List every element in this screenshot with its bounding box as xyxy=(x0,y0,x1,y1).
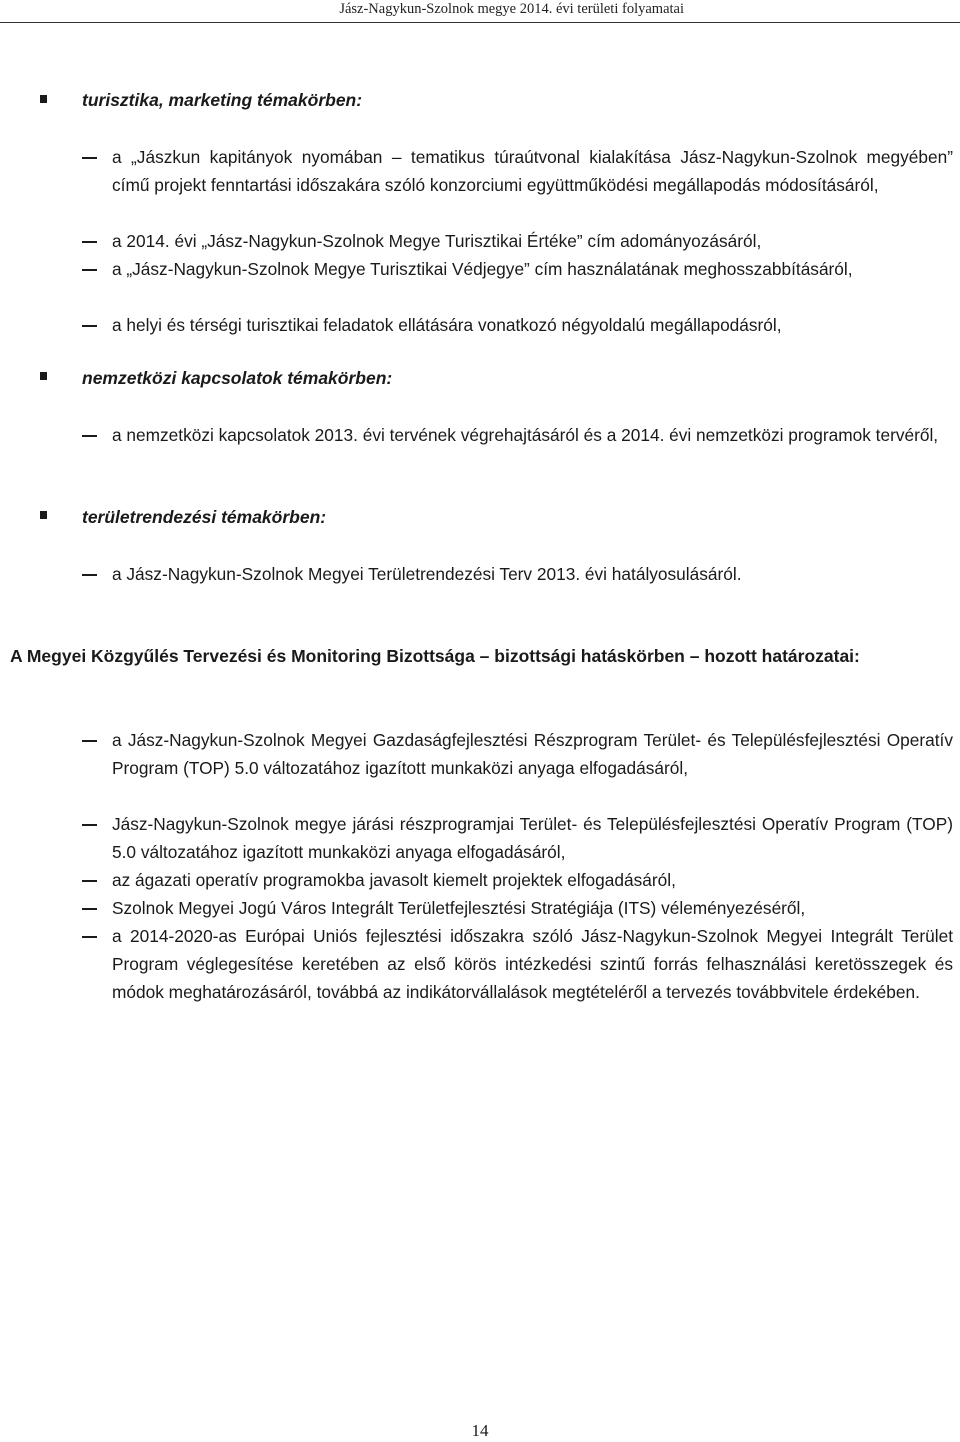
dash-bullet-icon xyxy=(82,936,97,938)
dash-bullet-icon xyxy=(82,880,97,882)
square-bullet-icon xyxy=(40,95,47,103)
list-item: a Jász-Nagykun-Szolnok Megyei Területrendezési Terv 2013. évi hatályosulásáról. xyxy=(112,564,742,584)
list-item: a Jász-Nagykun-Szolnok Megyei Gazdaságfejlesztési Részprogram Terület- és Településfejlesztési Operatív Program (TOP) 5.0 változatához igazított munkaközi anyaga elfogadásáról, xyxy=(112,730,953,778)
committee-heading: A Megyei Közgyűlés Tervezési és Monitoring Bizottsága – bizottsági hatáskörben – hozott határozatai: xyxy=(10,646,860,666)
page-number: 14 xyxy=(471,1421,489,1440)
topic-heading-tourism: turisztika, marketing témakörben: xyxy=(82,90,363,110)
dash-bullet-icon xyxy=(82,435,97,437)
list-item: Szolnok Megyei Jogú Város Integrált Területfejlesztési Stratégiája (ITS) véleményezéséről, xyxy=(112,898,806,918)
dash-bullet-icon xyxy=(82,908,97,910)
dash-bullet-icon xyxy=(82,325,97,327)
running-title: Jász-Nagykun-Szolnok megye 2014. évi területi folyamatai xyxy=(339,1,684,17)
list-item: a 2014. évi „Jász-Nagykun-Szolnok Megye Turisztikai Értéke” cím adományozásáról, xyxy=(112,231,762,251)
list-item: az ágazati operatív programokba javasolt kiemelt projektek elfogadásáról, xyxy=(112,870,676,890)
list-item: a nemzetközi kapcsolatok 2013. évi tervének végrehajtásáról és a 2014. évi nemzetközi programok tervéről, xyxy=(112,425,939,445)
dash-bullet-icon xyxy=(82,824,97,826)
square-bullet-icon xyxy=(40,372,47,380)
dash-bullet-icon xyxy=(82,269,97,271)
list-item: a „Jászkun kapitányok nyomában – tematikus túraútvonal kialakítása Jász-Nagykun-Szolnok megyében” című projekt fenntartási időszakára szóló konzorciumi együttműködési megállapodás módosításáról, xyxy=(112,147,953,195)
running-header xyxy=(0,0,960,23)
list-item: Jász-Nagykun-Szolnok megye járási részprogramjai Terület- és Településfejlesztési Operatív Program (TOP) 5.0 változatához igazított munkaközi anyaga elfogadásáról, xyxy=(112,814,953,862)
dash-bullet-icon xyxy=(82,740,97,742)
dash-bullet-icon xyxy=(82,157,97,159)
list-item: a „Jász-Nagykun-Szolnok Megye Turisztikai Védjegye” cím használatának meghosszabbításáról, xyxy=(112,259,853,279)
square-bullet-icon xyxy=(40,511,47,519)
list-item: a helyi és térségi turisztikai feladatok ellátására vonatkozó négyoldalú megállapodásról, xyxy=(112,315,782,335)
dash-bullet-icon xyxy=(82,241,97,243)
topic-heading-spatial-planning: területrendezési témakörben: xyxy=(82,507,327,527)
topic-heading-international: nemzetközi kapcsolatok témakörben: xyxy=(82,368,393,388)
list-item: a 2014-2020-as Európai Uniós fejlesztési időszakra szóló Jász-Nagykun-Szolnok Megyei Integrált Terület Program véglegesítése keretében az első körös intézkedési szintű forrás felhasználási keretösszegek és módok meghatározásáról, továbbá az indikátorvállalások megtételéről a tervezés továbbvitele érdekében. xyxy=(112,926,953,1002)
dash-bullet-icon xyxy=(82,574,97,576)
